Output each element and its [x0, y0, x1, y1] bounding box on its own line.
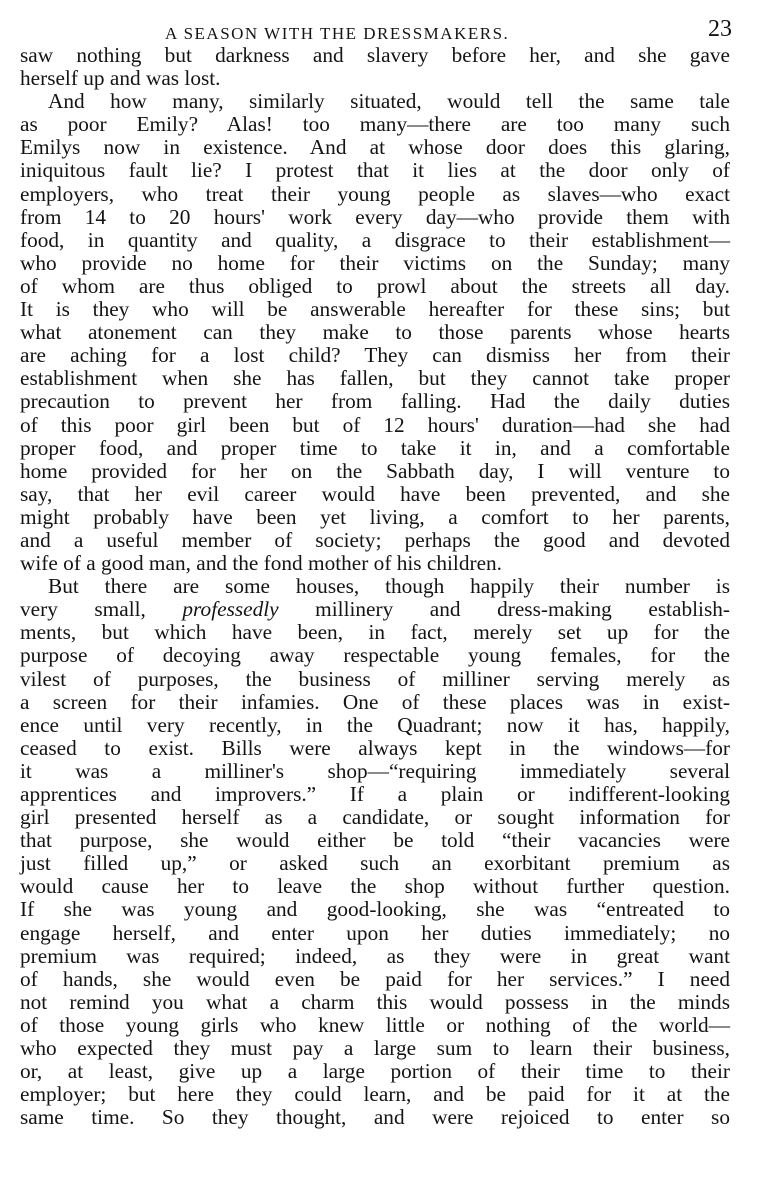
- text-line: it was a milliner's shop—“requiring immediately several: [20, 758, 730, 783]
- text-line: same time. So they thought, and were rejoiced to enter so: [20, 1105, 730, 1130]
- text-line: engage herself, and enter upon her duties immediately; no: [20, 920, 730, 945]
- text-line: purpose of decoying away respectable young females, for the: [20, 643, 730, 668]
- text-line: who expected they must pay a large sum to learn their business,: [20, 1036, 730, 1061]
- text-line: ments, but which have been, in fact, merely set up for the: [20, 620, 730, 645]
- page-number: 23: [708, 16, 732, 42]
- text-line: what atonement can they make to those parents whose hearts: [20, 320, 730, 345]
- text-line: [20, 598, 730, 621]
- running-head: [20, 0, 730, 44]
- text-line: say, that her evil career would have been prevented, and she: [20, 481, 730, 506]
- text-line: It is they who will be answerable hereafter for these sins; but: [20, 297, 730, 322]
- text-line: proper food, and proper time to take it in, and a comfortable: [20, 435, 730, 460]
- text-line: of whom are thus obliged to prowl about the streets all day.: [20, 273, 730, 298]
- text-line: of this poor girl been but of 12 hours' duration—had she had: [20, 412, 730, 437]
- text-line: or, at least, give up a large portion of their time to their: [20, 1059, 730, 1084]
- text-line: not remind you what a charm this would possess in the minds: [20, 989, 730, 1014]
- text-line: who provide no home for their victims on the Sunday; many: [20, 250, 730, 275]
- text-line: are aching for a lost child? They can dismiss her from their: [20, 343, 730, 368]
- text-line: wife of a good man, and the fond mother of his children.: [20, 551, 503, 576]
- text-line: would cause her to leave the shop without further question.: [20, 874, 730, 899]
- running-title: A SEASON WITH THE DRESSMAKERS.: [165, 24, 510, 43]
- text-line: If she was young and good-looking, she was “entreated to: [20, 897, 730, 922]
- text-line: And how many, similarly situated, would tell the same tale: [48, 89, 730, 114]
- text-line: girl presented herself as a candidate, or sought information for: [20, 805, 730, 830]
- text-line: ence until very recently, in the Quadrant; now it has, happily,: [20, 712, 730, 737]
- text-line: just filled up,” or asked such an exorbitant premium as: [20, 851, 730, 876]
- text-run: very small,: [20, 597, 183, 622]
- text-line: herself up and was lost.: [20, 66, 221, 91]
- text-line: employers, who treat their young people as slaves—who exact: [20, 181, 730, 206]
- text-line: a screen for their infamies. One of these places was in exist-: [20, 689, 730, 714]
- text-line: But there are some houses, though happily their number is: [48, 574, 730, 599]
- text-line: that purpose, she would either be told “their vacancies were: [20, 828, 730, 853]
- text-line: premium was required; indeed, as they were in great want: [20, 943, 730, 968]
- text-line: ceased to exist. Bills were always kept in the windows—for: [20, 735, 730, 760]
- text-line: might probably have been yet living, a comfort to her parents,: [20, 504, 730, 529]
- text-line: home provided for her on the Sabbath day, I will venture to: [20, 458, 730, 483]
- text-line: Emilys now in existence. And at whose door does this glaring,: [20, 135, 730, 160]
- text-line: of hands, she would even be paid for her services.” I need: [20, 966, 730, 991]
- text-line: employer; but here they could learn, and be paid for it at the: [20, 1082, 730, 1107]
- text-line: vilest of purposes, the business of milliner serving merely as: [20, 666, 730, 691]
- book-page: [20, 0, 730, 1203]
- text-line: and a useful member of society; perhaps the good and devoted: [20, 527, 730, 552]
- italic-emphasis: professedly: [182, 597, 279, 622]
- text-line: precaution to prevent her from falling. Had the daily duties: [20, 389, 730, 414]
- text-run: millinery and dress-making establish-: [278, 597, 730, 622]
- text-line: as poor Emily? Alas! too many—there are too many such: [20, 112, 730, 137]
- text-line: food, in quantity and quality, a disgrace to their establishment—: [20, 227, 730, 252]
- text-line: from 14 to 20 hours' work every day—who provide them with: [20, 204, 730, 229]
- text-line: establishment when she has fallen, but they cannot take proper: [20, 366, 730, 391]
- text-line: of those young girls who knew little or nothing of the world—: [20, 1012, 730, 1037]
- text-line: apprentices and improvers.” If a plain or indifferent-looking: [20, 782, 730, 806]
- text-line: iniquitous fault lie? I protest that it lies at the door only of: [20, 158, 730, 183]
- body-text: [20, 44, 730, 1129]
- text-line: saw nothing but darkness and slavery before her, and she gave: [20, 43, 730, 67]
